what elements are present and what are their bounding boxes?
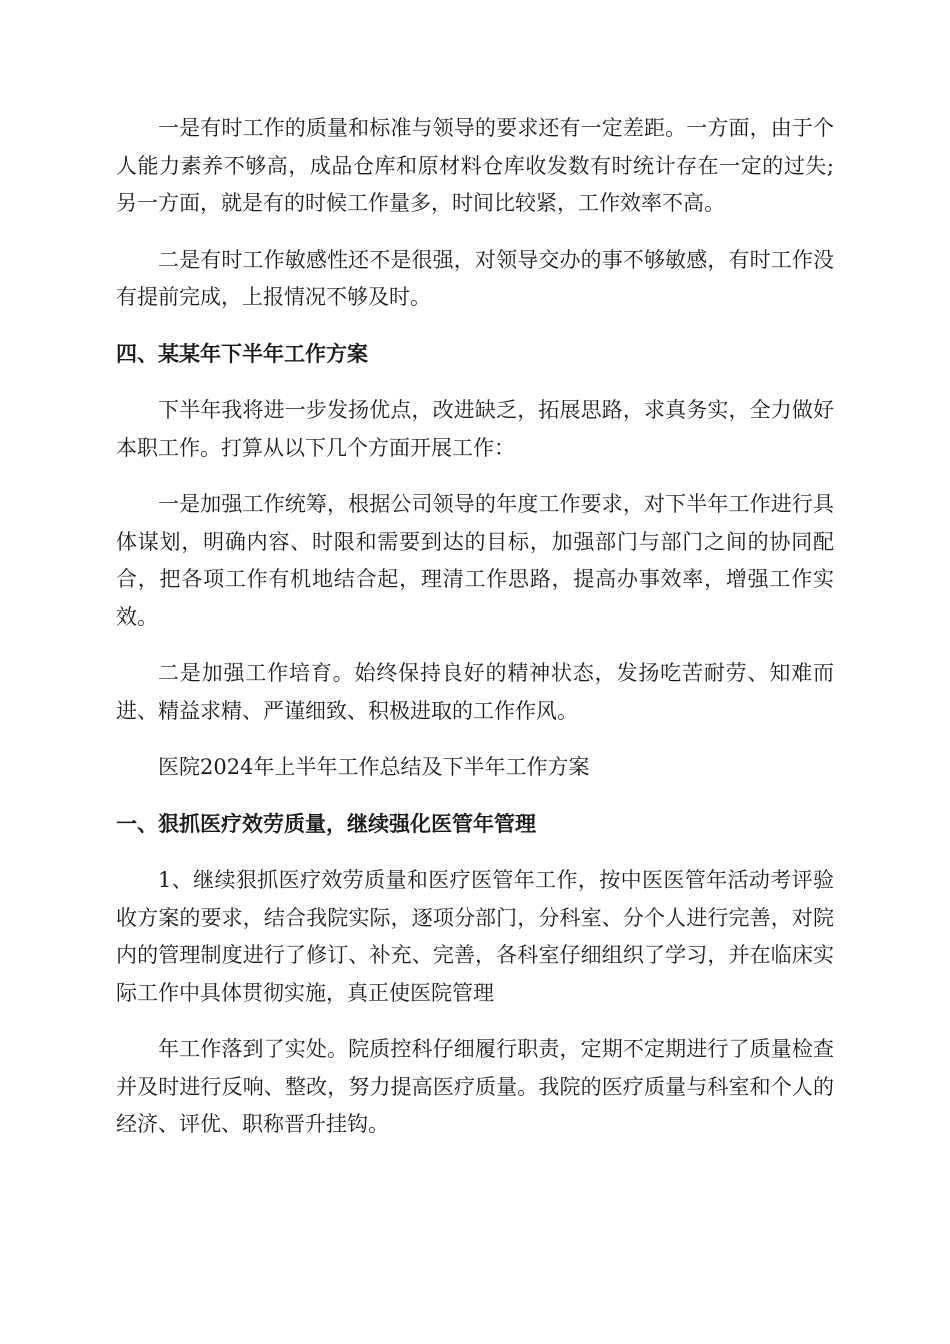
document-page bbox=[116, 110, 834, 1144]
paragraph-shortcoming-sensitivity: 二是有时工作敏感性还不是很强，对领导交办的事不够敏感，有时工作没有提前完成，上报情况不够及时。 bbox=[116, 247, 834, 309]
paragraph-shortcoming-quality: 一是有时工作的质量和标准与领导的要求还有一定差距。一方面，由于个人能力素养不够高，成品仓库和原材料仓库收发数有时统计存在一定的过失;另一方面，就是有的时候工作量多，时间比较紧，工作效率不高。 bbox=[116, 116, 834, 215]
paragraph-plan-intro: 下半年我将进一步发扬优点，改进缺乏，拓展思路，求真务实，全力做好本职工作。打算从以下几个方面开展工作： bbox=[116, 398, 834, 460]
paragraph-plan-training: 二是加强工作培育。始终保持良好的精神状态，发扬吃苦耐劳、知难而进、精益求精、严谨细致、积极进取的工作作风。 bbox=[116, 661, 834, 723]
paragraph-medical-quality-1: 1、继续狠抓医疗效劳质量和医疗医管年工作，按中医医管年活动考评验收方案的要求，结合我院实际，逐项分部门，分科室、分个人进行完善，对院内的管理制度进行了修订、补充、完善，各科室仔细组织了学习，并在临床实际工作中具体贯彻实施，真正使医院管理 bbox=[116, 868, 834, 1005]
document-subtitle: 医院2024年上半年工作总结及下半年工作方案 bbox=[158, 755, 590, 779]
paragraph-medical-quality-2: 年工作落到了实处。院质控科仔细履行职责，定期不定期进行了质量检查并及时进行反响、整改，努力提高医疗质量。我院的医疗质量与科室和个人的经济、评优、职称晋升挂钩。 bbox=[116, 1037, 834, 1136]
section-heading-medical-quality: 一、狠抓医疗效劳质量，继续强化医管年管理 bbox=[116, 811, 536, 836]
section-heading-plan: 四、某某年下半年工作方案 bbox=[116, 341, 368, 366]
paragraph-plan-coordination: 一是加强工作统筹，根据公司领导的年度工作要求，对下半年工作进行具体谋划，明确内容、时限和需要到达的目标，加强部门与部门之间的协同配合，把各项工作有机地结合起，理清工作思路，提高办事效率，增强工作实效。 bbox=[116, 492, 834, 629]
